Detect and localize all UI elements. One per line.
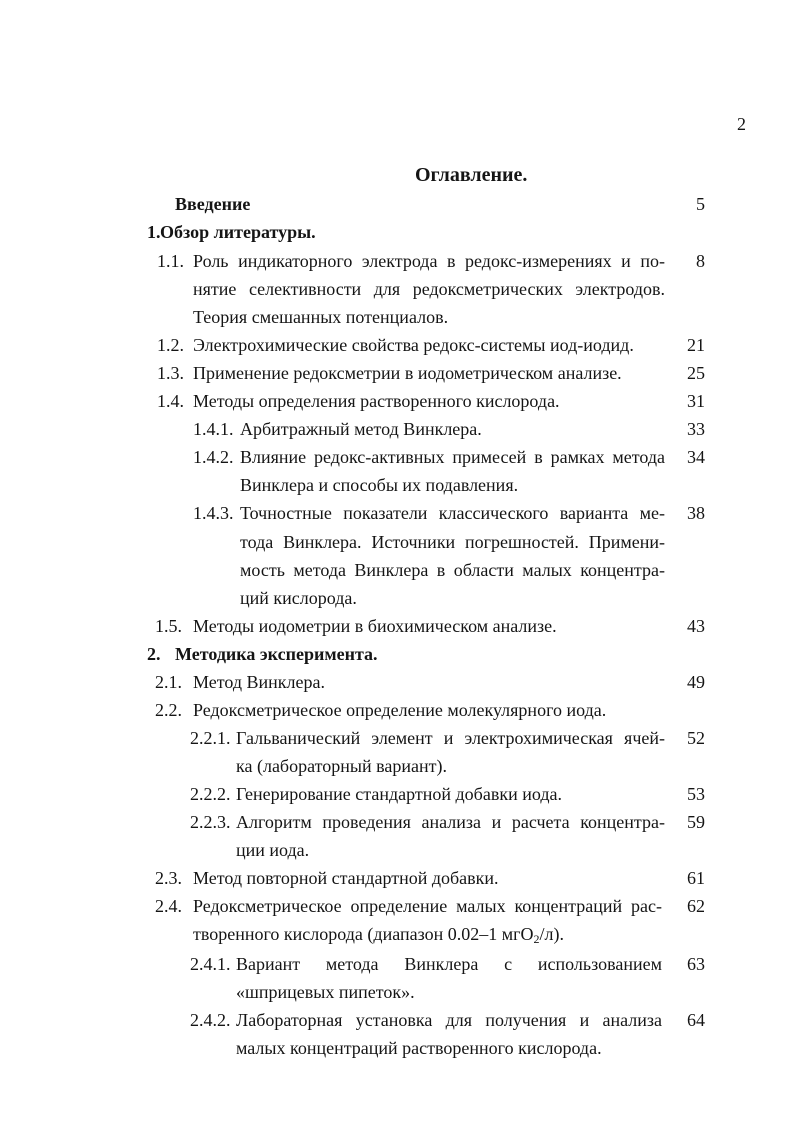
toc-entry-text: Введение <box>175 194 251 214</box>
subscript: 2 <box>533 932 540 946</box>
toc-entry-page: 5 <box>696 194 705 214</box>
toc-entry-text: Метод Винклера. <box>193 672 326 692</box>
toc-entry-page: 61 <box>687 868 705 888</box>
toc-entry-page: 21 <box>687 335 705 355</box>
toc-entry-number: 1. <box>147 222 161 242</box>
toc-entry-page: 43 <box>687 616 705 636</box>
toc-entry-page: 34 <box>687 447 705 467</box>
toc-entry-text: Винклера и способы их подавления. <box>240 475 519 495</box>
toc-entry-text: Арбитражный метод Винклера. <box>240 419 482 439</box>
toc-entry-text: Редоксметрическое определение молекулярного иода. <box>193 700 607 720</box>
page-title: Оглавление. <box>415 164 528 186</box>
toc-entry-text: Обзор литературы. <box>160 222 316 242</box>
toc-entry-number: 1.3. <box>157 363 184 383</box>
toc-entry-page: 63 <box>687 954 705 974</box>
toc-entry-text: Применение редоксметрии в иодометрическом анализе. <box>193 363 622 383</box>
toc-entry-text: ка (лабораторный вариант). <box>236 756 447 776</box>
toc-entry-text: Точностные показатели классического варианта ме- <box>240 503 665 523</box>
toc-entry-number: 1.2. <box>157 335 184 355</box>
toc-entry-number: 2.4. <box>155 896 182 916</box>
toc-entry-number: 1.1. <box>157 251 184 271</box>
toc-entry-number: 2.2. <box>155 700 182 720</box>
toc-entry-number: 1.4. <box>157 391 184 411</box>
toc-entry-text: Гальванический элемент и электрохимическая ячей- <box>236 728 665 748</box>
toc-entry-number: 1.4.2. <box>193 447 234 467</box>
toc-entry-text: Методы определения растворенного кислорода. <box>193 391 560 411</box>
toc-entry-number: 2.4.2. <box>190 1010 231 1030</box>
toc-entry-number: 1.4.3. <box>193 503 234 523</box>
toc-entry-page: 25 <box>687 363 705 383</box>
toc-entry-number: 2.2.3. <box>190 812 231 832</box>
toc-entry-text: малых концентраций растворенного кислорода. <box>236 1038 602 1058</box>
toc-entry-text: Генерирование стандартной добавки иода. <box>236 784 562 804</box>
toc-entry-number: 2.1. <box>155 672 182 692</box>
toc-entry-page: 52 <box>687 728 705 748</box>
toc-entry-text: Лабораторная установка для получения и анализа <box>236 1010 662 1030</box>
toc-entry-number: 2.4.1. <box>190 954 231 974</box>
toc-entry-text: Редоксметрическое определение малых концентраций рас- <box>193 896 662 916</box>
toc-entry-text: Методика эксперимента. <box>175 644 378 664</box>
toc-entry-number: 2.2.2. <box>190 784 231 804</box>
toc-entry-text: Алгоритм проведения анализа и расчета концентра- <box>236 812 665 832</box>
toc-entry-text: Электрохимические свойства редокс-системы иод-иодид. <box>193 335 634 355</box>
text-before-subscript: творенного кислорода (диапазон 0.02–1 мгO <box>193 924 534 944</box>
toc-entry-text: Роль индикаторного электрода в редокс-измерениях и по- <box>193 251 665 271</box>
toc-entry-page: 31 <box>687 391 705 411</box>
toc-entry-number: 2. <box>147 644 161 664</box>
toc-entry-page: 8 <box>696 251 705 271</box>
toc-entry-number: 1.5. <box>155 616 182 636</box>
toc-entry-page: 62 <box>687 896 705 916</box>
toc-entry-text: нятие селективности для редоксметрических электродов. <box>193 279 665 299</box>
toc-entry-page: 38 <box>687 503 705 523</box>
toc-entry-number: 1.4.1. <box>193 419 234 439</box>
toc-entry-page: 53 <box>687 784 705 804</box>
toc-entry-text: тода Винклера. Источники погрешностей. Примени- <box>240 532 665 552</box>
toc-entry-text: ции иода. <box>236 840 310 860</box>
toc-entry-text: Теория смешанных потенциалов. <box>193 307 449 327</box>
text-after-subscript: /л). <box>539 924 564 944</box>
toc-entry-text: ций кислорода. <box>240 588 357 608</box>
toc-entry-text: Вариант метода Винклера с использованием <box>236 954 662 974</box>
page-number: 2 <box>737 114 746 134</box>
toc-entry-text: Метод повторной стандартной добавки. <box>193 868 499 888</box>
toc-entry-number: 2.3. <box>155 868 182 888</box>
toc-entry-text: мость метода Винклера в области малых концентра- <box>240 560 665 580</box>
toc-entry-text <box>193 923 564 945</box>
toc-entry-page: 49 <box>687 672 705 692</box>
toc-entry-number: 2.2.1. <box>190 728 231 748</box>
toc-entry-text: Влияние редокс-активных примесей в рамках метода <box>240 447 665 467</box>
toc-entry-text: «шприцевых пипеток». <box>236 982 415 1002</box>
toc-entry-text: Методы иодометрии в биохимическом анализе. <box>193 616 557 636</box>
toc-entry-page: 64 <box>687 1010 705 1030</box>
toc-entry-page: 33 <box>687 419 705 439</box>
toc-entry-page: 59 <box>687 812 705 832</box>
